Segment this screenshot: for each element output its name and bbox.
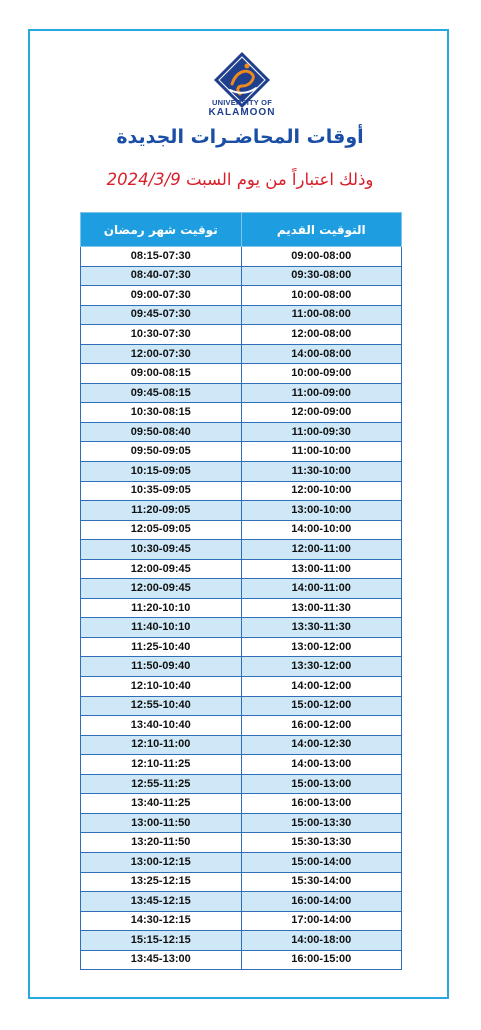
old-time-cell: 14:00-08:00 — [241, 344, 402, 364]
ramadan-time-cell: 08:15-07:30 — [81, 247, 242, 267]
old-time-cell: 15:30-14:00 — [241, 872, 402, 892]
table-row — [81, 579, 402, 599]
old-time-cell: 13:30-12:00 — [241, 657, 402, 677]
old-time-cell: 09:30-08:00 — [241, 266, 402, 286]
table-row — [81, 364, 402, 384]
table-row — [81, 540, 402, 560]
old-time-cell: 10:00-08:00 — [241, 286, 402, 306]
old-time-cell: 13:30-11:30 — [241, 618, 402, 638]
table-row — [81, 598, 402, 618]
old-time-cell: 11:30-10:00 — [241, 462, 402, 482]
ramadan-time-cell: 09:00-08:15 — [81, 364, 242, 384]
table-row — [81, 520, 402, 540]
table-row — [81, 266, 402, 286]
table-row — [81, 618, 402, 638]
old-time-cell: 15:30-13:30 — [241, 833, 402, 853]
ramadan-time-cell: 09:45-08:15 — [81, 383, 242, 403]
ramadan-time-cell: 13:20-11:50 — [81, 833, 242, 853]
table-row — [81, 911, 402, 931]
ramadan-time-cell: 12:00-09:45 — [81, 559, 242, 579]
old-time-cell: 14:00-13:00 — [241, 755, 402, 775]
old-time-cell: 12:00-09:00 — [241, 403, 402, 423]
old-time-cell: 16:00-15:00 — [241, 950, 402, 970]
ramadan-time-cell: 08:40-07:30 — [81, 266, 242, 286]
table-row — [81, 696, 402, 716]
ramadan-time-cell: 13:40-10:40 — [81, 716, 242, 736]
old-time-cell: 11:00-09:00 — [241, 383, 402, 403]
table-row — [81, 931, 402, 951]
old-time-cell: 09:00-08:00 — [241, 247, 402, 267]
ramadan-time-cell: 09:50-08:40 — [81, 422, 242, 442]
old-time-cell: 14:00-12:30 — [241, 735, 402, 755]
table-row — [81, 559, 402, 579]
page-subtitle — [40, 170, 440, 189]
ramadan-time-cell: 09:00-07:30 — [81, 286, 242, 306]
subtitle-text: وذلك اعتباراً من يوم السبت — [185, 170, 374, 189]
table-row — [81, 481, 402, 501]
table-row — [81, 657, 402, 677]
ramadan-time-cell: 10:30-09:45 — [81, 540, 242, 560]
table-row — [81, 774, 402, 794]
table-row — [81, 247, 402, 267]
table-row — [81, 383, 402, 403]
header-old-time: التوقيت القديم — [241, 213, 402, 247]
table-row — [81, 325, 402, 345]
old-time-cell: 13:00-10:00 — [241, 501, 402, 521]
old-time-cell: 14:00-18:00 — [241, 931, 402, 951]
old-time-cell: 14:00-11:00 — [241, 579, 402, 599]
ramadan-time-cell: 11:40-10:10 — [81, 618, 242, 638]
table-row — [81, 462, 402, 482]
old-time-cell: 14:00-10:00 — [241, 520, 402, 540]
table-row — [81, 422, 402, 442]
ramadan-time-cell: 12:55-10:40 — [81, 696, 242, 716]
ramadan-time-cell: 14:30-12:15 — [81, 911, 242, 931]
old-time-cell: 15:00-12:00 — [241, 696, 402, 716]
old-time-cell: 16:00-12:00 — [241, 716, 402, 736]
ramadan-time-cell: 15:15-12:15 — [81, 931, 242, 951]
old-time-cell: 15:00-13:30 — [241, 813, 402, 833]
ramadan-time-cell: 13:45-12:15 — [81, 892, 242, 912]
ramadan-time-cell: 12:55-11:25 — [81, 774, 242, 794]
schedule-table-body — [81, 247, 402, 970]
ramadan-time-cell: 11:20-10:10 — [81, 598, 242, 618]
table-row — [81, 442, 402, 462]
ramadan-time-cell: 12:10-10:40 — [81, 677, 242, 697]
old-time-cell: 10:00-09:00 — [241, 364, 402, 384]
ramadan-time-cell: 13:00-12:15 — [81, 852, 242, 872]
ramadan-time-cell: 13:45-13:00 — [81, 950, 242, 970]
page-title: أوقات المحاضـرات الجديدة — [116, 126, 364, 148]
ramadan-time-cell: 12:10-11:00 — [81, 735, 242, 755]
ramadan-time-cell: 11:50-09:40 — [81, 657, 242, 677]
ramadan-time-cell: 10:15-09:05 — [81, 462, 242, 482]
logo-text-line1: UNIVERSITY OF — [212, 98, 272, 107]
logo-text-line2: KALAMOON — [208, 107, 276, 118]
table-row — [81, 677, 402, 697]
old-time-cell: 11:00-08:00 — [241, 305, 402, 325]
old-time-cell: 15:00-14:00 — [241, 852, 402, 872]
table-row — [81, 344, 402, 364]
table-row — [81, 637, 402, 657]
table-row — [81, 794, 402, 814]
ramadan-time-cell: 13:40-11:25 — [81, 794, 242, 814]
old-time-cell: 13:00-11:00 — [241, 559, 402, 579]
ramadan-time-cell: 13:00-11:50 — [81, 813, 242, 833]
table-header-row — [81, 213, 402, 247]
table-row — [81, 833, 402, 853]
table-row — [81, 813, 402, 833]
ramadan-time-cell: 12:10-11:25 — [81, 755, 242, 775]
table-row — [81, 403, 402, 423]
old-time-cell: 14:00-12:00 — [241, 677, 402, 697]
old-time-cell: 12:00-10:00 — [241, 481, 402, 501]
ramadan-time-cell: 10:35-09:05 — [81, 481, 242, 501]
old-time-cell: 17:00-14:00 — [241, 911, 402, 931]
old-time-cell: 12:00-11:00 — [241, 540, 402, 560]
ramadan-time-cell: 12:00-07:30 — [81, 344, 242, 364]
old-time-cell: 11:00-10:00 — [241, 442, 402, 462]
ramadan-time-cell: 12:00-09:45 — [81, 579, 242, 599]
ramadan-time-cell: 09:50-09:05 — [81, 442, 242, 462]
ramadan-time-cell: 11:25-10:40 — [81, 637, 242, 657]
table-row — [81, 852, 402, 872]
old-time-cell: 11:00-09:30 — [241, 422, 402, 442]
ramadan-time-cell: 13:25-12:15 — [81, 872, 242, 892]
table-row — [81, 501, 402, 521]
header-ramadan-time: توقيت شهر رمضان — [81, 213, 242, 247]
table-row — [81, 892, 402, 912]
ramadan-time-cell: 10:30-08:15 — [81, 403, 242, 423]
table-row — [81, 286, 402, 306]
table-row — [81, 735, 402, 755]
ramadan-time-cell: 09:45-07:30 — [81, 305, 242, 325]
old-time-cell: 13:00-11:30 — [241, 598, 402, 618]
old-time-cell: 16:00-14:00 — [241, 892, 402, 912]
old-time-cell: 15:00-13:00 — [241, 774, 402, 794]
table-row — [81, 872, 402, 892]
schedule-table — [80, 212, 402, 970]
old-time-cell: 13:00-12:00 — [241, 637, 402, 657]
subtitle-date: 2024/3/9 — [106, 170, 181, 189]
table-row — [81, 716, 402, 736]
ramadan-time-cell: 10:30-07:30 — [81, 325, 242, 345]
old-time-cell: 12:00-08:00 — [241, 325, 402, 345]
table-row — [81, 305, 402, 325]
old-time-cell: 16:00-13:00 — [241, 794, 402, 814]
ramadan-time-cell: 11:20-09:05 — [81, 501, 242, 521]
table-row — [81, 950, 402, 970]
table-row — [81, 755, 402, 775]
ramadan-time-cell: 12:05-09:05 — [81, 520, 242, 540]
